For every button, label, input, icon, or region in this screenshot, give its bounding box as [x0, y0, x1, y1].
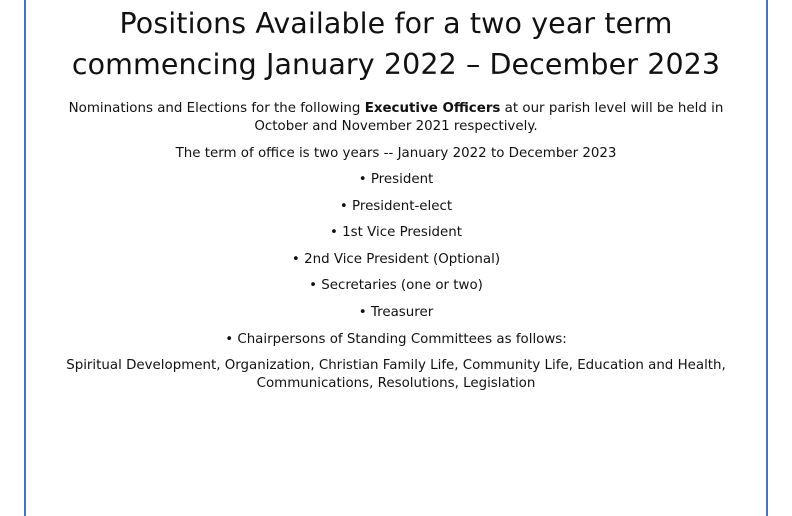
position-item-2nd-vice-president: • 2nd Vice President (Optional)	[291, 251, 501, 267]
intro-text-before: Nominations and Elections for the following	[68, 101, 365, 116]
positions-list	[40, 171, 752, 349]
term-of-office-text: The term of office is two years -- January 2022 to December 2023	[175, 146, 617, 161]
committees-list-text: Spiritual Development, Organization, Christian Family Life, Community Life, Education and Health, Communications, Resolutions, Legislation	[66, 358, 726, 392]
position-item-secretaries: • Secretaries (one or two)	[309, 278, 483, 294]
intro-text-after: at our parish level will be held in October and November 2021 respectively.	[254, 101, 724, 134]
position-item-president-elect: • President-elect	[339, 198, 453, 214]
document-content	[40, 0, 752, 393]
page-title: Positions Available for a two year term commencing January 2022 – December 2023	[71, 7, 721, 81]
position-item-chairpersons: • Chairpersons of Standing Committees as follows:	[225, 331, 567, 347]
position-item-treasurer: • Treasurer	[358, 304, 434, 320]
intro-bold-text: Executive Officers	[364, 101, 501, 116]
intro-paragraph	[40, 100, 752, 136]
position-item-1st-vice-president: • 1st Vice President	[329, 225, 463, 241]
position-item-president: • President	[358, 172, 434, 187]
